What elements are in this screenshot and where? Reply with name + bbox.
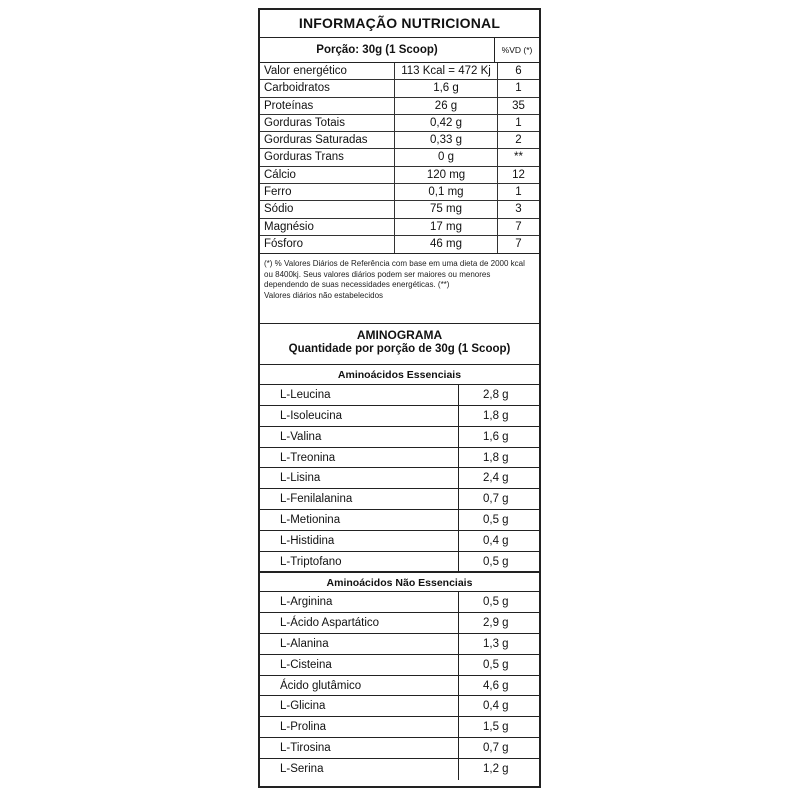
- nutrition-label: [258, 8, 541, 788]
- aminogram-subtitle: Quantidade por porção de 30g (1 Scoop): [288, 343, 511, 356]
- amino-name: Ácido glutâmico: [260, 676, 459, 696]
- amino-row: [260, 738, 539, 759]
- amino-value: 2,8 g: [483, 389, 509, 402]
- aminogram-header: [260, 324, 539, 365]
- amino-value: 1,6 g: [483, 430, 509, 443]
- amino-name: L-Serina: [260, 759, 459, 780]
- vd-header: %VD (*): [501, 45, 533, 55]
- nonessential-amino-list: [260, 592, 539, 779]
- amino-row: [260, 385, 539, 406]
- amino-row: [260, 592, 539, 613]
- amino-value: 0,7 g: [483, 742, 509, 755]
- amino-value: 2,9 g: [483, 617, 509, 630]
- nutrient-name: Magnésio: [260, 219, 395, 235]
- nutrition-row: [260, 115, 539, 132]
- essential-amino-list: [260, 385, 539, 572]
- amino-row: [260, 510, 539, 531]
- nutrient-amount: 26 g: [395, 98, 498, 114]
- amino-name: L-Isoleucina: [260, 406, 459, 426]
- nutrient-vd: 1: [515, 116, 522, 129]
- amino-name: L-Leucina: [260, 385, 459, 405]
- amino-name: L-Histidina: [260, 531, 459, 551]
- amino-name: L-Glicina: [260, 696, 459, 716]
- amino-name: L-Prolina: [260, 717, 459, 737]
- nutrient-amount: 0,42 g: [395, 115, 498, 131]
- amino-value: 0,5 g: [483, 658, 509, 671]
- amino-value: 0,4 g: [483, 700, 509, 713]
- amino-row: [260, 759, 539, 780]
- amino-row: [260, 634, 539, 655]
- nutrient-name: Gorduras Saturadas: [260, 132, 395, 148]
- nutrient-vd: 12: [512, 168, 525, 181]
- amino-name: L-Ácido Aspartático: [260, 613, 459, 633]
- nonessential-section-title: Aminoácidos Não Essenciais: [260, 572, 539, 592]
- amino-name: L-Cisteina: [260, 655, 459, 675]
- amino-name: L-Alanina: [260, 634, 459, 654]
- amino-row: [260, 717, 539, 738]
- footnote-undefined: Valores diários não estabelecidos: [264, 290, 384, 300]
- amino-value: 2,4 g: [483, 472, 509, 485]
- amino-value: 0,5 g: [483, 514, 509, 527]
- nutrient-vd: 1: [515, 186, 522, 199]
- nutrition-row: [260, 80, 539, 97]
- nutrition-row: [260, 201, 539, 218]
- nutrient-vd: **: [514, 151, 523, 164]
- nutrient-vd: 2: [515, 134, 522, 147]
- nutrient-name: Gorduras Totais: [260, 115, 395, 131]
- amino-name: L-Arginina: [260, 592, 459, 612]
- nutrient-amount: 0,1 mg: [395, 184, 498, 200]
- amino-value: 0,4 g: [483, 534, 509, 547]
- nutrient-name: Carboidratos: [260, 80, 395, 96]
- nutrient-amount: 120 mg: [395, 167, 498, 183]
- footnote-text: (*) % Valores Diários de Referência com base em uma dieta de 2000 kcal ou 8400kj. Seus valores diários podem ser maiores ou menores dependendo de suas necessidades energéticas. (**): [264, 259, 525, 290]
- amino-name: L-Fenilalanina: [260, 489, 459, 509]
- portion-header: [260, 38, 539, 63]
- nutrient-vd: 1: [515, 82, 522, 95]
- nutrition-row: [260, 132, 539, 149]
- nutrient-vd: 7: [515, 237, 522, 250]
- amino-row: [260, 655, 539, 676]
- amino-value: 0,7 g: [483, 493, 509, 506]
- amino-name: L-Treonina: [260, 448, 459, 468]
- amino-row: [260, 406, 539, 427]
- essential-section-title: Aminoácidos Essenciais: [260, 365, 539, 385]
- amino-row: [260, 552, 539, 573]
- nutrient-name: Fósforo: [260, 236, 395, 253]
- nutrition-row: [260, 219, 539, 236]
- nutrient-name: Ferro: [260, 184, 395, 200]
- amino-row: [260, 613, 539, 634]
- amino-value: 1,3 g: [483, 638, 509, 651]
- amino-value: 0,5 g: [483, 596, 509, 609]
- nutrient-amount: 0,33 g: [395, 132, 498, 148]
- nutrient-vd: 7: [515, 220, 522, 233]
- nutrient-name: Valor energético: [260, 63, 395, 79]
- amino-row: [260, 468, 539, 489]
- amino-value: 1,8 g: [483, 451, 509, 464]
- footnote: [260, 254, 539, 324]
- amino-row: [260, 531, 539, 552]
- amino-value: 1,2 g: [483, 762, 509, 775]
- nutrient-vd: 6: [515, 65, 522, 77]
- nutrient-amount: 113 Kcal = 472 Kj: [395, 63, 498, 79]
- aminogram-title: AMINOGRAMA: [356, 328, 443, 343]
- nutrition-row: [260, 149, 539, 166]
- nutrition-row: [260, 167, 539, 184]
- nutrient-vd: 35: [512, 99, 525, 112]
- amino-name: L-Metionina: [260, 510, 459, 530]
- nutrient-amount: 46 mg: [395, 236, 498, 253]
- amino-value: 0,5 g: [483, 555, 509, 568]
- amino-value: 1,5 g: [483, 721, 509, 734]
- amino-row: [260, 676, 539, 697]
- amino-name: L-Valina: [260, 427, 459, 447]
- portion-label: Porção: 30g (1 Scoop): [260, 38, 495, 62]
- nutrient-name: Sódio: [260, 201, 395, 217]
- amino-value: 1,8 g: [483, 410, 509, 423]
- amino-value: 4,6 g: [483, 679, 509, 692]
- nutrition-row: [260, 98, 539, 115]
- amino-row: [260, 489, 539, 510]
- amino-row: [260, 427, 539, 448]
- nutrition-title: INFORMAÇÃO NUTRICIONAL: [260, 10, 539, 38]
- nutrient-vd: 3: [515, 203, 522, 216]
- nutrient-name: Cálcio: [260, 167, 395, 183]
- nutrition-table: [260, 63, 539, 254]
- nutrition-row: [260, 236, 539, 253]
- amino-row: [260, 696, 539, 717]
- nutrient-name: Proteínas: [260, 98, 395, 114]
- nutrition-row: [260, 63, 539, 80]
- nutrient-amount: 17 mg: [395, 219, 498, 235]
- amino-row: [260, 448, 539, 469]
- amino-name: L-Tirosina: [260, 738, 459, 758]
- nutrient-amount: 1,6 g: [395, 80, 498, 96]
- nutrient-amount: 75 mg: [395, 201, 498, 217]
- nutrient-name: Gorduras Trans: [260, 149, 395, 165]
- nutrition-row: [260, 184, 539, 201]
- amino-name: L-Triptofano: [260, 552, 459, 572]
- nutrient-amount: 0 g: [395, 149, 498, 165]
- amino-name: L-Lisina: [260, 468, 459, 488]
